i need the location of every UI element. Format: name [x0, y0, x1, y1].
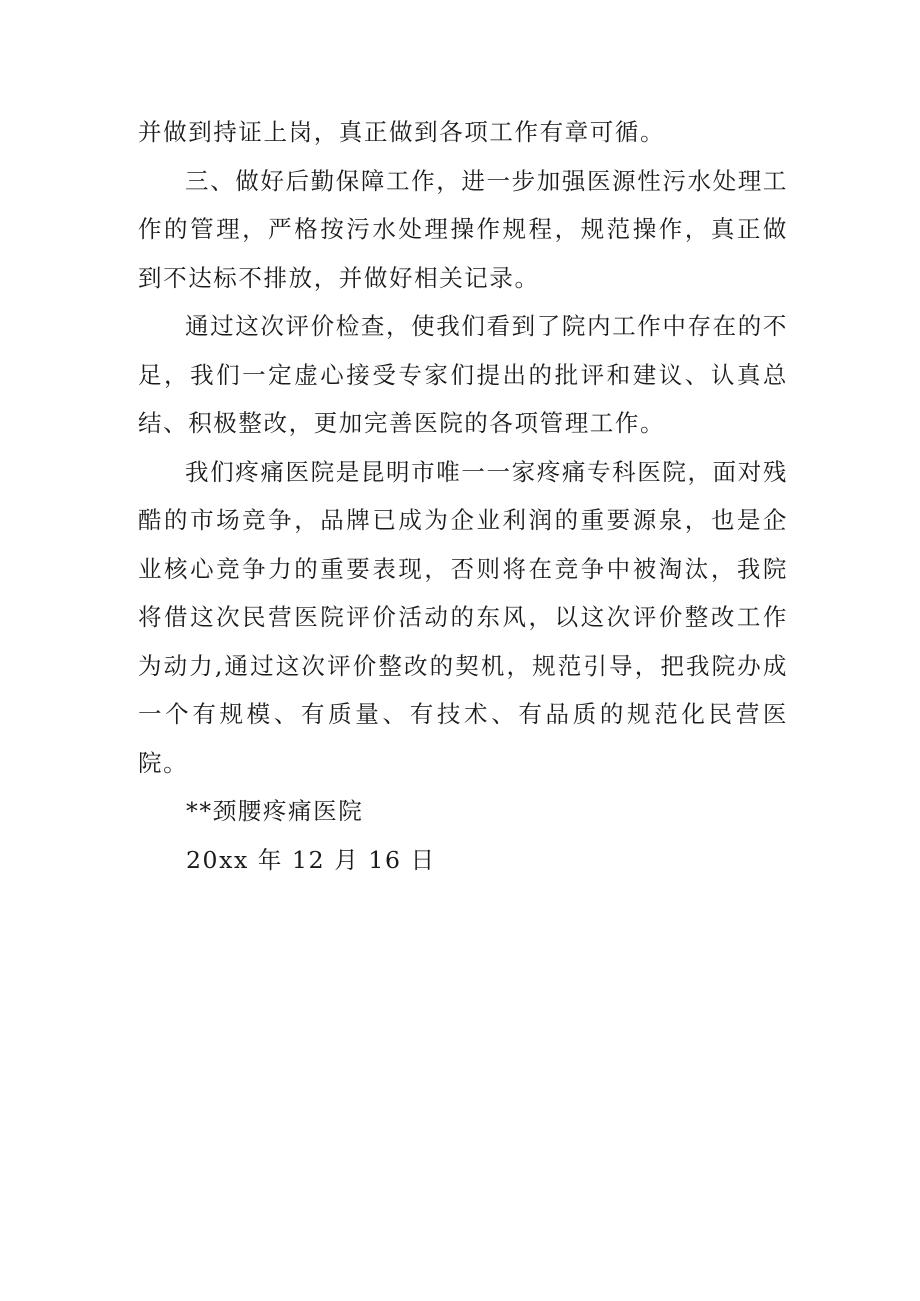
paragraph-logistics: 三、做好后勤保障工作，进一步加强医源性污水处理工作的管理，严格按污水处理操作规程，规范操作，真正做到不达标不排放，并做好相关记录。: [138, 166, 788, 292]
paragraph-evaluation: 通过这次评价检查，使我们看到了院内工作中存在的不足，我们一定虚心接受专家们提出的批评和建议、认真总结、积极整改，更加完善医院的各项管理工作。: [138, 312, 788, 437]
signature-date: 20xx 年 12 月 16 日: [186, 845, 436, 874]
paragraph-hospital-brand: 我们疼痛医院是昆明市唯一一家疼痛专科医院，面对残酷的市场竞争，品牌已成为企业利润的重要源泉，也是企业核心竞争力的重要表现，否则将在竞争中被淘汰，我院将借这次民营医院评价活动的东风，以这次评价整改工作为动力,通过这次评价整改的契机，规范引导，把我院办成一个有规模、有质量、有技术、有品质的规范化民营医院。: [138, 457, 788, 777]
signature-organization: **颈腰疼痛医院: [186, 797, 364, 825]
document-body: [138, 108, 788, 884]
paragraph-continuation: 并做到持证上岗，真正做到各项工作有章可循。: [138, 118, 666, 146]
